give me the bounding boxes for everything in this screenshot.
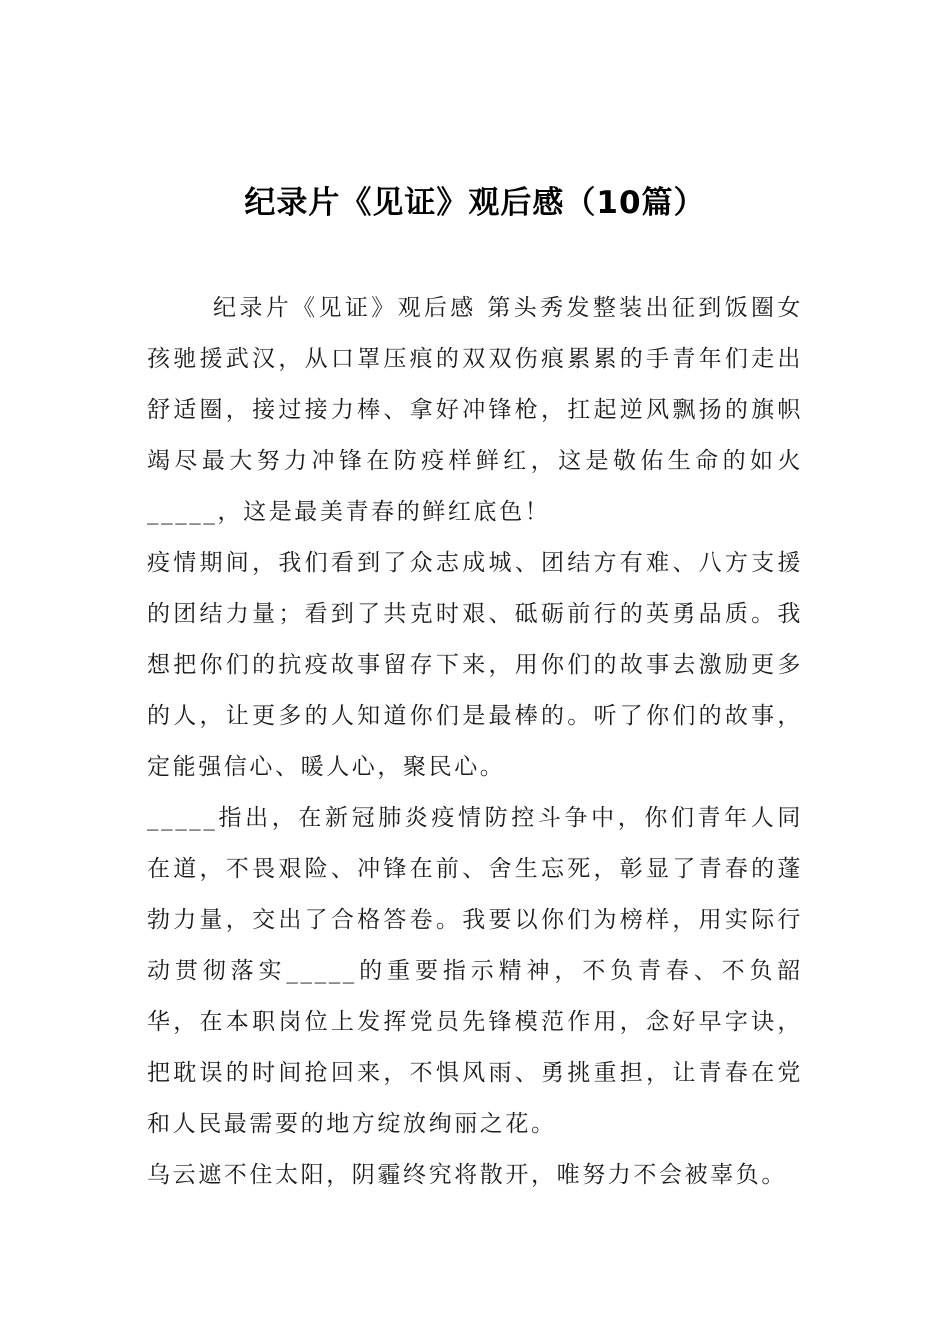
paragraph-1: 纪录片《见证》观后感 第头秀发整装出征到饭圈女孩驰援武汉，从口罩压痕的双双伤痕累累的手青年们走出舒适圈，接过接力棒、拿好冲锋枪，扛起逆风飘扬的旗帜竭尽最大努力冲锋在防疫样鲜红，这是敬佑生命的如火_____，这是最美青春的鲜红底色！ bbox=[147, 295, 803, 525]
paragraph-4: 乌云遮不住太阳，阴霾终究将散开，唯努力不会被辜负。 bbox=[147, 1162, 787, 1188]
document-body bbox=[147, 283, 803, 1201]
paragraph-3: _____指出，在新冠肺炎疫情防控斗争中，你们青年人同在道，不畏艰险、冲锋在前、舍生忘死，彰显了青春的蓬勃力量，交出了合格答卷。我要以你们为榜样，用实际行动贯彻落实_____的重要指示精神，不负青春、不负韶华，在本职岗位上发挥党员先锋模范作用，念好早字诀，把耽误的时间抢回来，不惧风雨、勇挑重担，让青春在党和人民最需要的地方绽放绚丽之花。 bbox=[147, 805, 803, 1137]
document-title: 纪录片《见证》观后感（10篇） bbox=[244, 184, 706, 221]
paragraph-2: 疫情期间，我们看到了众志成城、团结方有难、八方支援的团结力量；看到了共克时艰、砥砺前行的英勇品质。我想把你们的抗疫故事留存下来，用你们的故事去激励更多的人，让更多的人知道你们是最棒的。听了你们的故事，定能强信心、暖人心，聚民心。 bbox=[147, 550, 803, 780]
